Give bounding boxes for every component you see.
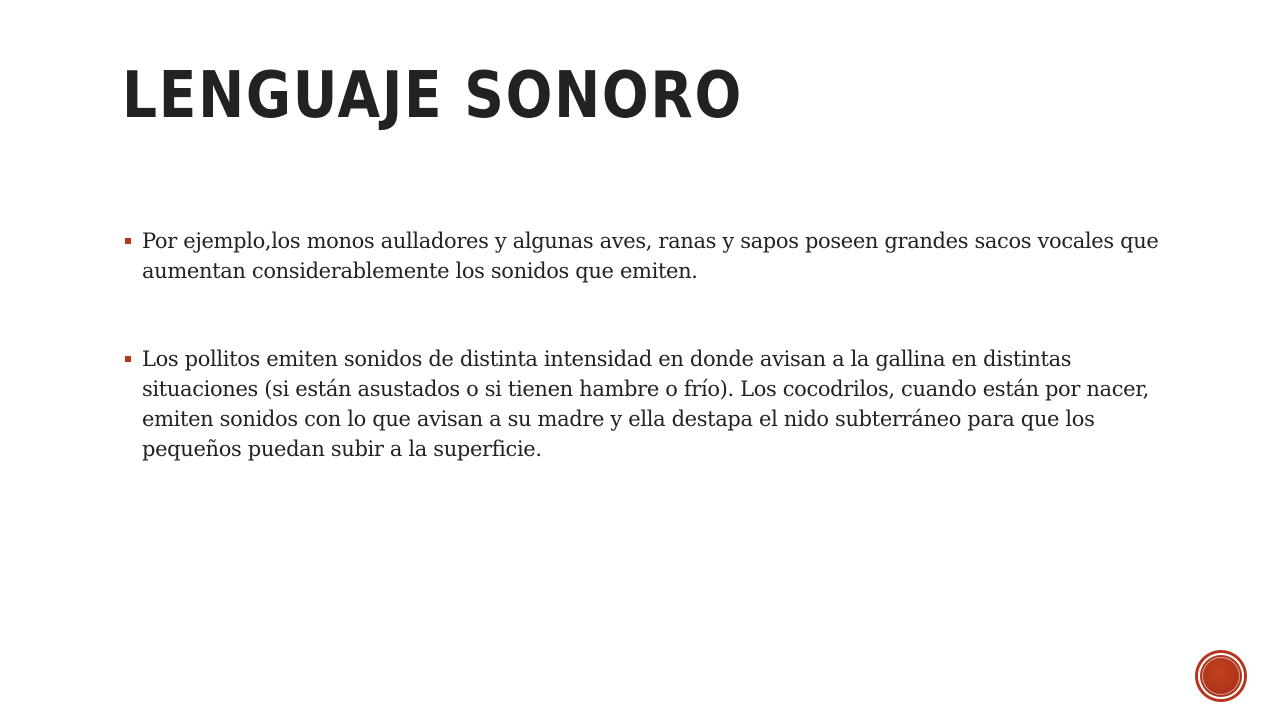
bullet-list	[122, 226, 1162, 522]
square-bullet-icon	[125, 356, 131, 362]
page-number-badge-icon	[1198, 653, 1244, 699]
square-bullet-icon	[125, 238, 131, 244]
bullet-text: Los pollitos emiten sonidos de distinta intensidad en donde avisan a la gallina en distintas situaciones (si están asustados o si tienen hambre o frío). Los cocodrilos, cuando están por nacer, emiten sonidos con lo que avisan a su madre y ella destapa el nido subterráneo para que los pequeños puedan subir a la superficie.	[142, 347, 1149, 461]
bullet-item	[122, 344, 1162, 464]
bullet-item	[122, 226, 1162, 286]
badge-ring	[1202, 657, 1240, 695]
slide-title: LENGUAJE SONORO	[122, 59, 744, 133]
bullet-text: Por ejemplo,los monos aulladores y algunas aves, ranas y sapos poseen grandes sacos vocales que aumentan considerablemente los sonidos que emiten.	[142, 229, 1159, 283]
